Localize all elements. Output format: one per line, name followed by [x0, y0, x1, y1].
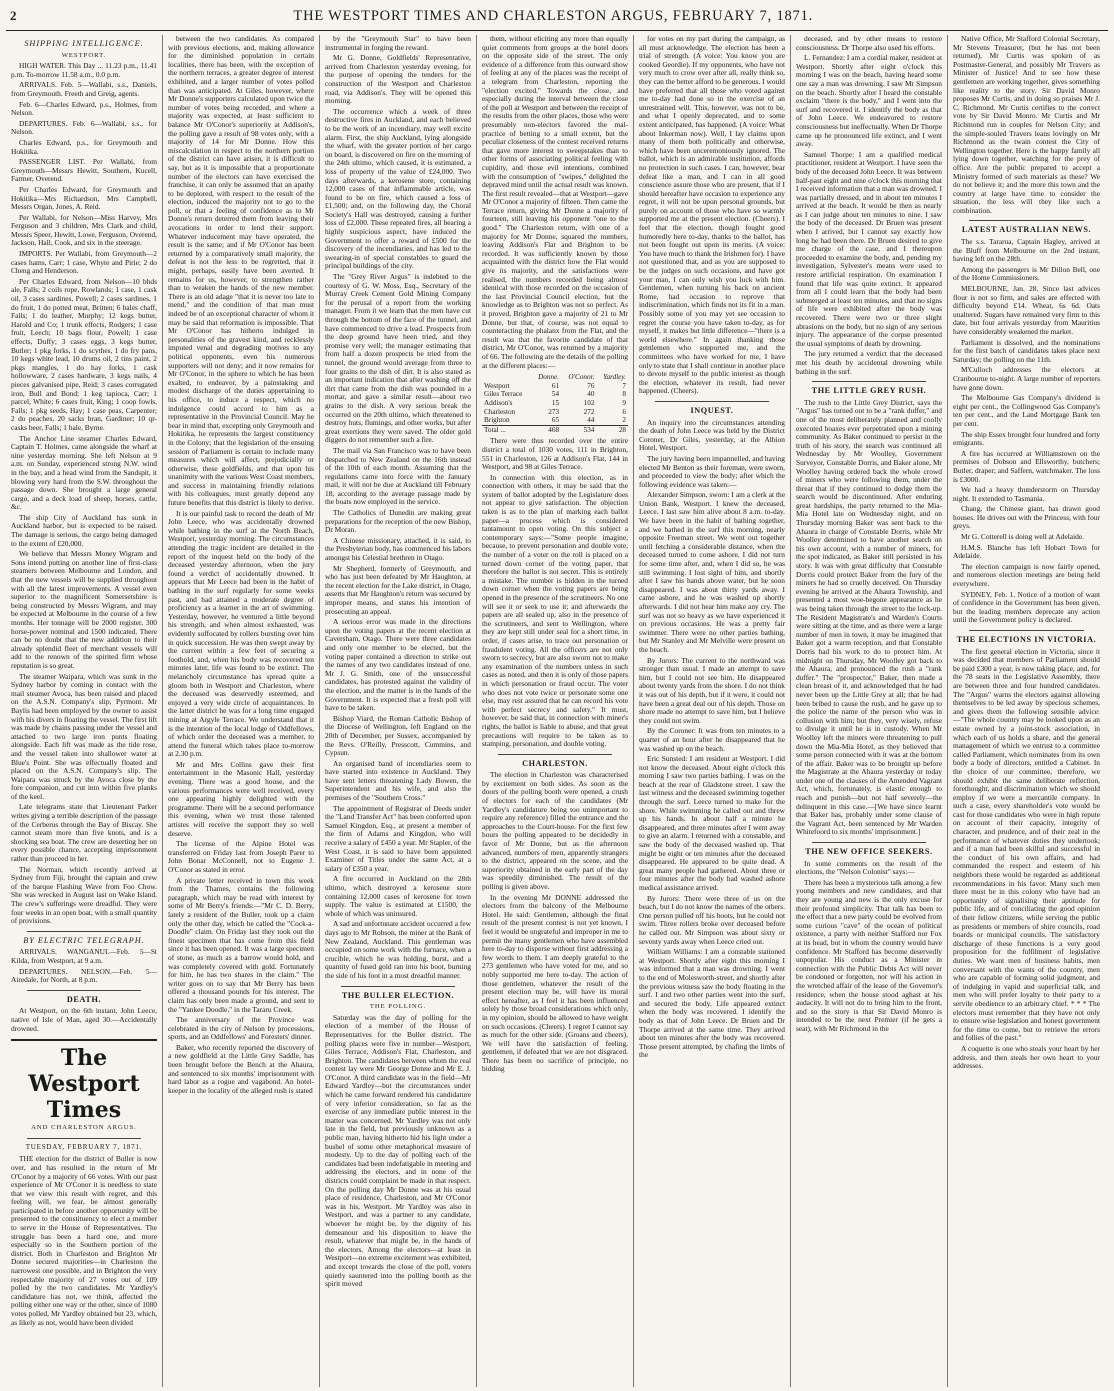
paragraph: A Chinese missionary, attached, it is said, to the Presbyterian body, has commenced his labors amongst his Celestial brethren in Otago. — [325, 535, 471, 563]
table-cell: 9 — [622, 398, 626, 407]
paragraph: In the evening Mr DONNE addressed the electors from the balcony of the Melbourne Hotel. He said: Gentlemen, although the final result of the present contest is not yet known, I feel it would be ungrateful and improper in me to permit the many gentlemen who have assembled here to-day to disperse without first addressing a few words to them. I am deeply grateful to the 273 gentlemen who have voted for me, and so nobly supported me here to-day. The action of those gentlemen, whatever the result of the present election may be, will have its moral effect hereafter, as I feel it has been influenced solely by those broad considerations which only, in my opinion, should be allowed to have weight on such occasions. (Cheers). I regret I cannot say as much for the other side. (Groans and cheers). We will have the satisfaction of feeling, gentlemen, if defeated that we are not disgraced. There has been no sacrifice of principle, no bidding — [482, 892, 628, 1074]
paragraph: The Anchor Line steamer Charles Edward, Captain T. Holmes, came alongside the wharf at nine yesterday morning. She left Nelson at 9 a.m. on Sunday, experienced strong N.W. wind in the bay, and a head wind from the Sandspit, it blowing very hard from the S.W. throughout the passage down. She brought a large general cargo, and a deck load of sheep, horses, cattle, &c. — [11, 433, 157, 512]
masthead-title: THE WESTPORT TIMES AND CHARLESTON ARGUS, FEBRUARY 7, 1871. — [293, 8, 814, 24]
paragraph: A private letter received in town this week from the Thames, contains the following paragraph, which may be read with interest by some of Mr Berry's friends:—"Mr C. D. Berry, lately a resident of the Buller, took up a claim only the other day, which he called the "Cock-a-Doodle" claim. On Friday last they took out the finest specimen that has come from this field since it has been opened. It was a large specimen of stone, as much as a barrow would hold, and was completely covered with gold. Fortunately for him, he has two shares in the claim." The writer goes on to say that Mr Berry has been offered a thousand pounds for his interest. The claim has only been made a ground, and sent to the "Yankee Doodle," in the Tararu Creek. — [168, 875, 314, 1014]
page-number: 2 — [10, 8, 17, 23]
paragraph: The appointment of Registrar of Deeds under the "Land Transfer Act" has been conferred upon Samuel Kingdon, Esq., at present a member of the firm of Adams and Kingdon, who will receive a salary of £450 a year. Mr Stapler, of the West Coast, it is said to have been appointed Examiner of Titles under the same Act, at a salary of £350 a year. — [325, 803, 471, 873]
paragraph: The occurrence which a week of three destructive fires in Auckland, and each believed to be the work of an incendiary, may well excite alarm. First, the ship Auckland, lying alongside the wharf, with the greater portion of her cargo on board, is discovered on fire on the morning of the 24th ultimo, which caused, it is estimated, a loss of property of the value of £24,000. Two days afterwards, a kerosene store, containing 12,000 cases of that inflammable article, was found to be on fire, which caused a loss of £1,500; and, on the following day, the Choral Society's Hall was destroyed, causing a further loss of £2,000. These repeated fires, all bearing a highly suspicious aspect, have induced the Government to offer a reward of £500 for the discovery of the incendiaries, and has led to the swearing-in of special constables to guard the principal buildings of the city. — [325, 106, 471, 271]
table-cell: 65 — [551, 416, 560, 425]
table-cell: 15 — [551, 398, 560, 407]
leader-body — [11, 1155, 157, 1327]
paragraph: Per Charles Edward, from Nelson—10 bhds ale, Falls; 2 coils rope, Rowlands; 1 case, 1 cask oil, 3 cases sardines, Powell; 2 cases sardines, 1 do fruit, 1 do potted meat, Britten; 6 bales chaff, Falls; 1 do leather, Murphy; 12 kegs butter, Harold and Co; 1 trunk effects, Rodgers; 1 case fruit, Leech; 10 bags flour, Powell; 1 case effects, Duffy; 3 cases eggs, 3 kegs butter, Butler; 1 pkg forks, 1 do scythes, 1 do fry pans, 10 kegs white lead, 10 drums oil, 2 tins paint, 2 pkgs mangles, 1 do hay forks, 1 cask hollowware, 2 cases hardware, 3 kegs nails, 4 pieces galvanised pipe, Reid; 3 cases corrugated iron, Bull and Bond; 1 keg tapioca, Carr; 1 parcel, White; 6 cases fruit, King; 1 coop fowls, Falls; 1 pkg seeds, Hay; 1 case peas, Carpenter; 2 do peaches, 20 sacks bran, Gardiner; 10 qr-casks beer, Falls; 1 bale, Byrne. — [11, 276, 157, 432]
nameplate-rule — [11, 1039, 157, 1041]
table-row — [482, 390, 628, 399]
paragraph: By Jurors: The current to the northward was stronger than usual. I made an attempt to save him, but I could not see him. He disappeared about twenty yards from the shore. I do not think it was out of his depth, but if it were, it could not have been a great deal out of his depth. Those on shore made no attempt to save him, but I believe they could not swim. — [639, 655, 785, 725]
table-row — [482, 399, 628, 408]
table-cell: 40 — [587, 390, 595, 399]
section-rule — [969, 220, 1084, 221]
buller-election-body — [325, 1014, 471, 1289]
table-cell: 8 — [622, 390, 626, 399]
death-heading: DEATH. — [66, 994, 102, 1004]
paragraph: There were thus recorded over the entire district a total of 1030 votes, 111 in Brighton, 551 in Charleston, 126 at Addison's Flat, 144 in Westport, and 98 at Giles Terrace. — [482, 436, 628, 472]
table-cell: 534 — [561, 425, 596, 434]
paragraph: In some comments on the result of the elections, the "Nelson Colonist" says:— — [796, 858, 942, 877]
little-grey-rush-body — [796, 399, 942, 837]
section-rule — [812, 842, 926, 843]
paragraph: Parliament is dissolved, and the nominations for the first batch of candidates takes place next Saturday; the polling on the 11th. — [953, 337, 1100, 364]
paragraph: ARRIVALS. WANGANUI.—Feb. 5—St Kilda, from Westport, at 9 a.m. — [11, 947, 157, 965]
paragraph: The license of the Alpine Hotel was transferred on Friday last from Joseph Parer to John Bonar McConnell, not to Eugene J. O'Conor as stated in error. — [168, 839, 314, 874]
section-rule — [27, 931, 141, 932]
paragraph: Per Wallabi, for Nelson—Miss Harvey, Mrs Ferguson and 3 children, Mrs Clark and child, Messrs Speer, Hewitt, Lowe, Ferguson, Overend, Jackson, Hall, Cook, and six in the steerage. — [11, 212, 157, 248]
paragraph: Samuel Thorpe: I am a qualified medical practitioner, resident at Westport. I have seen the body of the deceased John Leece. It was between half-past eight and nine o'clock this morning that I received information that a man was drowned. I was partially dressed, and in about ten minutes I arrived at the beach. It would be then as nearly as I can judge about ten minutes to nine. I saw the body of the deceased. Dr Bruen was present when I arrived, but I cannot say exactly how long he had been there. Dr Bruen desired to give me charge of the case, and I thereupon proceeded to examine the body, and, pending my investigation, Sylvester's means were used to restore artificial respiration. On examination I found that life was quite extinct. It appeared from all I could learn that the body had been submerged at least ten minutes, and that no signs of life were exhibited after the body was recovered. There were two or three slight abrasions on the body, but no sign of any serious injury. The appearance of the corpse presented the usual symptoms of death by drowning. — [796, 149, 942, 348]
paragraph: The jury having been impannelled, and having elected Mr Benton as their foreman, were sworn, and proceeded to view the body; after which the following evidence was taken:— — [639, 453, 785, 489]
section-rule — [341, 986, 455, 987]
table-cell: 61 — [551, 381, 560, 390]
new-office-seekers-body — [796, 860, 942, 1034]
polling-subheading: THE POLLING. — [369, 1003, 427, 1011]
paragraph: The ship Essex brought four hundred and forty emigrants. — [953, 429, 1100, 448]
table-cell: 272 — [583, 407, 595, 416]
paragraph: By Jurors: There were three of us on the beach, but I do not know the names of the others. One person pulled off his boots, but he could not swim. Three rollers broke over deceased before he called out. Mr Simpson was about sixty or seventy yards away when Leece cried out. — [639, 893, 785, 946]
elections-victoria-body — [953, 648, 1100, 1071]
paragraph: by the "Greymouth Star" to have been instrumental in forging the reward. — [325, 35, 471, 52]
elections-victoria-heading: THE ELECTIONS IN VICTORIA. — [956, 635, 1097, 644]
paragraph: An organised band of incendiaries seem to have started into existence in Auckland. They have sent letters threatening Lady Bowen, the Superintendent and his wife, and also the premises of the "Southern Cross." — [325, 758, 471, 803]
telegraph-heading: BY ELECTRIC TELEGRAPH. — [23, 935, 145, 945]
column-5 — [634, 35, 791, 1387]
paragraph: IMPORTS. Per Wallabi, from Greymouth—2 cases hams, Carr; 1 case, Whyte and Pirie; 2 do Cheng and Henderson. — [11, 249, 157, 276]
shipping-body — [11, 62, 157, 926]
paragraph: The Norman, which recently arrived at Sydney from Fiji, brought the captain and crew of the barque Flashing Wave from Foo Chow. She was wrecked in August last on Wake Island. The crew's sufferings were dreadful. They were four weeks in an open boat, with a small quantity of provisions. — [11, 864, 157, 926]
column-5-body — [639, 35, 785, 396]
new-office-seekers-heading: THE NEW OFFICE SEEKERS. — [805, 847, 933, 857]
paragraph: H.M.S. Blanche has left Hobart Town for Adelaide. — [953, 542, 1100, 561]
table-total-row — [482, 425, 628, 434]
table-cell: 273 — [548, 407, 560, 416]
column-6-body — [796, 35, 942, 376]
table-row — [482, 416, 628, 425]
paragraph: The mail via San Francisco was to have been despatched to New Zealand on the 16th instead of the 10th of each month. Assuming that the regulations came into force with the January mail, it will not be due at Auckland till February 18, according to the average passage made by the boats now employed in the service. — [325, 445, 471, 507]
paragraph: William Williams: I am a constable stationed at Westport. Shortly after eight this morning I was informed that a man was drowning. I went to the end of Molesworth-street, and shortly after the previous witness saw the body floating in the surf. I and two other parties went into the surf, and secured the body. Life appeared extinct when the body was recovered. I identify the body as that of John Leece. Dr Bruen and Dr Thorpe arrived at the same time. They arrived about ten minutes after the body was recovered. Those present attempted, by chafing the limbs of the — [639, 947, 785, 1060]
table-header-cell: O'Conor. — [568, 373, 595, 382]
australian-news-heading: LATEST AUSTRALIAN NEWS. — [961, 225, 1092, 235]
masthead — [6, 8, 1108, 31]
column-7 — [948, 35, 1105, 1387]
paragraph: Bishop Viard, the Roman Catholic Bishop of the Diocese of Wellington, left England on the 20th of December, per Sussex, accompanied by the Revs. O'Reilly, Presscott, Cummins, and Cypsun. — [325, 713, 471, 758]
paragraph: It is our painful task to record the death of Mr John Leece, who was accidentally drowned while bathing in the surf at the North Beach, Westport, yesterday morning. The circumstances attending the tragic incident are detailed in the report of the inquest held on the body of the deceased yesterday afternoon, when the jury found a verdict of accidentally drowned. It appears that Mr Leece had been in the habit of bathing in the surf regularly for some weeks past, and had attained a moderate degree of proficiency as a learner in the art of swimming. Yesterday, however, he ventured a little beyond his strength, and when almost exhausted, was evidently suffocated by rollers bursting over him in quick succession. He was then swept away by the current within a few feet of securing a foothold, and, when his body was recovered ten minutes later, life was found to be extinct. The melancholy circumstance has spread quite a gloom both in Westport and Charleston, where the deceased was deservedly esteemed, and enjoyed a very wide circle of acquaintances. In the latter district he was for a long time engaged mining at Argyle Terrace. We understand that it is the intention of the local lodge of Oddfellows, of which order the deceased was a member, to attend the funeral which takes place to-morrow at 2.30 p.m. — [168, 508, 314, 759]
paragraph: DEPARTURES. NELSON.—Feb. 5—Airedale, for North, at 8 p.m. — [11, 966, 157, 985]
paragraph: A fire has occurred at Williamstown on the premises of Dobson and Ellsworthy, butchers; Butler, draper; and Saffern, watchmaker. The loss is £3000. — [953, 448, 1100, 484]
table-cell: Westport — [484, 381, 510, 390]
table-cell: 76 — [587, 381, 595, 390]
column-1 — [6, 35, 163, 1387]
paragraph: for votes on my part during the campaign, as all must acknowledge. The election has been a trial of strength. (A voice: You know you are cooked Geordie). If my opponents, who have not very much to crow over after all, really think so, they can the better afford to be generous. I would have preferred that all those who voted against me to-day had done so in the exercise of an unrestrained will. This, however, was not to be, and what I openly deprecated, and to some extent anticipated, has happened. (A voice: What about Inkerman now). Well, I lay claims upon many of them both politically and otherwise, which have been unceremoniously ignored. The ballot, which is an admirable institution, affords no protection in such cases. I can, however, bear defeat like a man, and I can in all good conscience assure those who are present, that if I should hereafter have occasion to experience any regret, it will not be upon personal grounds, but purely on account of those who have so warmly supported me at the present election. (Cheers). I feel that the election, though fought good humoredly here to-day, thanks to the ballot, has not been fought out upon its merits. (A voice: You have much to thank the Irishmen for). I have not questioned that, and as you are supposed to be the judges on such occasions, and have got your man, I can only wish you luck with him. Gentlemen, when turning his back on ancient Rome, had occasion to reprove that indiscrimination, which finds not its fit in a man. Possibly some of you may yet see occasion to regret the course you have taken to-day, as for myself, it makes but little difference—"there is a world elsewhere." In again thanking those gentlemen who supported me, and the committees who have worked for me, I have only to state that I shall continue in another place to devote myself to the public interest as though the election, whatever its result, had never happened. (Cheers). — [639, 35, 785, 396]
section-rule — [812, 381, 926, 382]
paragraph: In connection with this election, as in connection with others, it may be said that the system of ballot adopted by the Legislature does not appear to give satisfaction. The objection taken is as to the plan of marking each ballot paper—a process which is considered tantamount to open voting. On this subject a contemporary says:—"Some people imagine, because, to prevent personation and double vote, the number of a voter on the roll is placed on a turned down corner of the voting paper, that therefore the ballot is not secret. This is entirely a mistake. The number is hidden in the turned down corner when the voting papers are being opened in the presence of the scrutineers. No one will see it or seek to use it; and afterwards the papers are all sealed up, also in the presence of the scrutineers, and sent to Wellington, where they are kept still under seal for a short time, in order, if cases arise, to trace out personation or fraudulent voting. All the officers are not only sworn to secrecy, but are also sworn not to make any examination of the numbers unless in such cases as noted, and then it is only of those papers in which personation or fraud occur. The voter who does not vote twice or personate some one else, may rest assured that he can record his vote with perfect secrecy and safety." It must, however, be said that, in connection with miner's rights, the ballot is liable to abuse, and that great precautions will require to be taken as to stamping, personation, and double voting. — [482, 472, 628, 749]
table-cell: Addison's — [484, 398, 513, 407]
column-7-body — [953, 35, 1100, 215]
paragraph: Charles Edward, p.s., for Greymouth and Hokitika. — [11, 137, 157, 156]
polling-results-table — [482, 373, 628, 434]
paragraph: Chang, the Chinese giant, has drawn good houses. He drives out with the Princess, with four greys. — [953, 504, 1100, 531]
buller-election-heading: THE BULLER ELECTION. — [341, 990, 455, 1000]
paragraph: Feb. 6—Charles Edward, p.s., Holmes, from Nelson. — [11, 99, 157, 118]
section-rule — [969, 630, 1084, 631]
paragraph: A sad and unfortunate accident occurred a few days ago to Mr Robson, the miner at the Bank of New Zealand, Auckland. This gentleman was occupied on some work with the furnace, when a crucible, which he was holding, burst, and a quantity of fused gold ran into his boot, burning the side of his foot in a most dreadful manner. — [325, 919, 471, 980]
paragraph: The election in Charleston was characterised by excitement on both sides. As soon as the doors of the polling booth were opened, a crush of electors for each of the candidates (Mr Yardley's candidature being too unimportant to require any reference) filled the entrance and the approaches to the Court-house. For the first few hours the polling appeared to be decidedly in favor of Mr Donne, but as the afternoon advanced, numbers of men, apparently strangers to the district, appeared on the scene, and the superiority obtained in the early part of the day was speedily diminished. The result of the polling is given above. — [482, 770, 628, 891]
section-rule — [498, 754, 612, 755]
paragraph: The jury returned a verdict that the deceased met his death by accidental drowning while bathing in the surf. — [796, 349, 942, 376]
paragraph: Late telegrams state that Lieutenant Parker writes giving a terrible description of the passage of the Cerberus through the Bay of Biscay. She cannot steam more than five knots, and is a shocking sea boat. The crew are deserting her on every possible chance, accepting imprisonment rather than proceed in her. — [11, 802, 157, 864]
paragraph: At Westport, on the 6th instant, John Leece, native of Isle of Man, aged 30.—Accidentally drowned. — [11, 1006, 157, 1033]
shipping-subheading: WESTPORT. — [61, 51, 107, 59]
paragraph: We believe that Messrs Money Wigram and Sons intend putting on another line of first-class steamers between Melbourne and London, and that the new vessels will be supplied throughout with all the latest improvements. A vessel even superior to the magnificent Somersetshire is being constructed by Messrs Wigram, and may be expected at Melbourne in the course of a few months. Her tonnage will be 2000 register, 300 horse-power nominal and 1500 indicated. There can be no doubt that the new addition to their already splendid fleet of merchant vessels will add to the renown of the spirited firm whose reputation is so great. — [11, 549, 157, 670]
table-header-cell — [482, 373, 532, 382]
table-cell: 2 — [622, 416, 626, 425]
table-row — [482, 408, 628, 417]
table-cell: Brighton — [484, 416, 510, 425]
paragraph: The "Grey River Argus" is indebted to the courtesy of G. W. Moss, Esq., Secretary of the Murray Creek Cement Gold Mining Company for the perusal of a report from the working manager. From it we learn that the men have cut through the bottom of the face of the tunnel, and have commenced to drive a lead. Prospects from the deep ground have been tried, and they promise very well; the manager estimating that from half a dozen prospects he tried from the tunnel, the ground would average from three to four grains to the dish of dirt. It is also stated as an important indication that after washing off the dirt that came from the dish was pounded in a mortar, and gave a similar result—about two grains to the dish. A very serious break the occurred on the 20th ultimo, which threatened to destroy huts, flumings, and other works, but after great exertions they were saved. The older gold diggers do not remember such a fire. — [325, 272, 471, 445]
section-rule — [27, 1138, 141, 1139]
charleston-body — [482, 771, 628, 1074]
paragraph: The election campaign is now fairly opened, and numerous election meetings are being held everywhere. — [953, 561, 1100, 589]
paragraph: The steamer Waipara, which was sunk in the Sydney harbor by coming in contact with the mail steamer Avoca, has been raised and placed on the A.S.N. Company's slip, Pyrmont. Mr Baylis had been employed by the owner to assist with his divers in floating the vessel. The first lift was made by chains passing under the vessel and attached to two large iron punts floating alongside. Each lift was made as the tide rose, and the vessel taken into shallower water at Blue's Point. She was effectually floated and placed on the A.S.N. Company's slip. The Waipara was struck by the Avoca close by the fore companion, and cut into within five planks of the keel. — [11, 671, 158, 801]
paragraph: The ship City of Auckland has sunk in Auckland harbor, but is expected to be raised. The damage is serious, the cargo being damaged to the extent of £20,000. — [11, 512, 157, 548]
columns — [6, 35, 1108, 1387]
paragraph: Eric Sunsted: I am resident at Westport. I did not know the deceased. About eight o'clock this morning I saw two parties bathing. I was on the beach at the rear of Gladstone street. I saw the last witness and the deceased swimming together through the surf. Leece turned to make for the shore. While swimming he called out and threw up his hands. In about half a minute he disappeared, and three minutes after I went away to give an alarm. I returned with a constable, and saw the body of the deceased washed up. That might be eight or ten minutes after the deceased disappeared. He appeared to be quite dead. A great many people had gathered. About three or four minutes after the body had washed ashore medical assistance arrived. — [639, 754, 785, 892]
column-3-body — [325, 35, 471, 981]
paragraph: Alexander Simpson, sworn: I am a clerk at the Union Bank, Westport. I knew the deceased, Leece. I last saw him alive about 8 a.m. to-day. We have been in the habit of bathing together, and we bathed in the surf this morning, nearly opposite Freeman street. We went out together until fetching a considerable distance, when the deceased turned to come ashore. I did not turn for some time after, and, when I did so, he was still swimming. I lost sight of him, and shortly after I saw his hands above water, but he soon disappeared. I was about thirty yards away. I came ashore, and he was washed up shortly afterwards. I did not hear him make any cry. The surf was not so heavy as we have experienced it on previous occasions. He was a pretty fair swimmer. There were no other parties bathing, but Mr Stanley and Mr Melville were present on the beach. — [639, 490, 785, 654]
table-cell: 102 — [583, 398, 595, 407]
telegraph-body — [11, 948, 157, 984]
section-rule — [27, 990, 141, 991]
paragraph: An inquiry into the circumstances attending the death of John Leece was held by the District Coroner, Dr Giles, yesterday, at the Albion Hotel, Westport. — [639, 417, 785, 453]
table-cell: 28 — [596, 425, 628, 434]
australian-news-body — [953, 238, 1100, 625]
table-cell: Giles Terrace — [484, 390, 523, 399]
table-cell: 7 — [622, 381, 626, 390]
paragraph: THE election for the district of Buller is now over, and has resulted in the return of Mr O'Conor by a majority of 66 votes. With our past experience of Mr O'Conor it is needless to state that we view this result with regret, and this feeling will, we fear, be almost generally participated in before another opportunity will be presented to the constituency to elect a member to serve in the House of Representatives. The struggle has been a hard one, and more especially so in the Southern portion of the district. Both in Charleston and Brighton Mr Donne secured majorities—in Charleston the narrowest one possible, and in Brighton the very respectable majority of 27 votes out of 109 polled by the two candidates. Mr Yardley's candidature has not, we think, affected the polling either one way or the other, since of 1080 votes polled, Mr Yardley obtained but 23, which, as likely as not, would have been divided — [11, 1154, 157, 1327]
column-4-body — [482, 35, 628, 370]
paragraph: HIGH WATER. This Day ... 11.23 p.m., 11.41 p.m. To-morrow 11.58 a.m., 0.0 p.m. — [11, 61, 157, 79]
paragraph: Mr G. Donne, Goldfields' Representative, arrived from Charleston yesterday evening, for the purpose of opening the tenders for the construction of the Westport and Charleston road, via Addison's. They will be opened this morning. — [325, 53, 471, 106]
paragraph: A serious error was made in the directions upon the voting papers at the recent election at Caversham, Otago. There were three candidates and only one member to be elected, but the voting paper contained a direction to strike out the names of any two candidates instead of one. Mr J. G. Smith, one of the unsuccessful candidates, has protested against the validity of the election, and the matter is in the hands of the Government. It is expected that a fresh poll will have to be taken. — [325, 617, 471, 713]
paragraph: The first general election in Victoria, since it was decided that members of Parliament should be paid £300 a year, is now taking place, and, for the 78 seats in the Legislative Assembly, there are between three and four hundred candidates. The "Argus" warns the electors against allowing themselves to be led away by specious schemes, and gives them the following sensible advice:—"The whole country may be looked upon as an estate owned by a joint-stock association, in which each of us holds a share, and the general management of which we entrust to a committee called Parliament, which nominates from its own body a body of directors, entitled a Cabinet. In the choice of our committee, therefore, we should exhibit the same deliberate reflection, forethought, and discrimination which we should employ if we were a mercantile company. In such a case, every shareholder's vote would be cast for those candidates who were in high repute on account of their capacity, integrity of character, and prudence, and of their zeal in the performance of whatever duties they undertook; and if a man had been skilful and successful in the conduct of his own affairs, and had commanded the respect and esteem of his neighbors these would be regarded as additional recommendations in his favor. Many such men there must be in this colony who have had an opportunity of signalising their aptitude for public life, and of conciliating the good opinion of their fellow citizens, while serving the public as presidents or members of shire councils, road boards or municipal councils. The satisfactory discharge of these functions is a very good proposition for the fulfilment of legislative duties. We want men of business habits, men conversant with the wants of the country, men who are capable of forming solid judgment, and of indulging in vapid and superficial talk, and men who will prefer loyalty to their party to a servile obedience to an arbitrary chief. * * * The electors must remember that they have not only to ensure wise legislation and honest government for the time to come, but to retrieve the errors and follies of the past." — [953, 646, 1100, 1043]
column-2 — [163, 35, 320, 1387]
paragraph: Per Charles Edward, for Greymouth and Hokitika—Mrs Richardson, Mrs Campbell, Messrs Organ, Jones, A. Reid. — [11, 184, 157, 212]
table-header-cell: Yardley. — [603, 373, 626, 382]
table-cell: 54 — [551, 390, 560, 399]
paragraph: We had a heavy thunderstorm on Thursday night. It extended to Tasmania. — [953, 485, 1100, 503]
paragraph: Mr G. Cotterell is doing well at Adelaide. — [961, 532, 1084, 542]
paragraph: The Catholics of Dunedin are making great preparations for the reception of the new Bishop, Dr Moran. — [325, 508, 471, 535]
paragraph: The s.s. Tararua, Captain Hagley, arrived at the Bluff from Melbourne on the 2nd instant, having left on the 28th. — [953, 237, 1100, 264]
paragraph: L. Fernandez: I am a cordial maker, resident at Westport. Shortly after eight o'clock this morning I was on the beach, having heard some one say a man was drowning. I saw Mr Simpson on the beach. Shortly after I heard the constable exclaim "there is the body," and I went into the surf and recovered it. I identify the body as that of John Leece. We endeavored to restore consciousness but ineffectually. When Dr Thorpe came up he pronounced life extinct, and I went away. — [796, 53, 943, 149]
table-cell: Total ... — [482, 425, 532, 434]
paragraph: The anniversary of the Province was celebrated in the city of Nelson by processions, sports, and an Oddfellows' and Foresters' dinner. — [168, 1015, 314, 1042]
paragraph: Mr Shepherd, formerly of Greymouth, and who has just been defeated by Mr Haughton, at the recent election for the Lake district, in Otago, asserts that Mr Haughton's return was secured by improper means, and states his intention of prosecuting an appeal. — [325, 563, 471, 616]
section-rule — [655, 401, 769, 402]
inquest-body — [639, 419, 785, 1060]
shipping-heading: SHIPPING INTELLIGENCE. — [24, 39, 144, 48]
paragraph: Among the passengers is Mr Dillon Bell, one of the Home Commissioners. — [953, 264, 1100, 283]
paragraph: them, without eliciting any more than equally quiet comments from groups at the hotel doors on the opposite side of the street. The only evidence of a difference from this outward show of feeling at any of the places was the receipt of a telegram from Charleston, reporting the "election excited." Towards the close, and especially during the interval between the close of the poll at Westport and between the receipt of the results from the other places, those who were presumably non-electors favored the mal-practice of betting to a small extent, but the peculiar closeness of the contest received returns that gave more interest to sweepstakes than to other forms of associating political feeling with cupidity, and those evil intentions, combined with the consumption of "swipes," delighted the depraved mind until the actual result was known. The first result revealed—that at Westport—gave Mr O'Conor a majority of fifteen. Then came the Terrace return, giving Mr Donne a majority of fourteen, still leaving his opponent "one to the good." The Charleston return, with one of a majority for Mr Donne, squared the numbers, leaving Addison's Flat and Brighton to be recorded. It was sufficiently known by those acquainted with the district how the Flat would give its majority, and the satisfactions were realised, the numbers recorded being almost identical with those recorded on the occasion of the last Provincial Council election, but the knowledge as to Brighton was not so perfect. As it proved, Brighton gave a majority of 21 to Mr Donne, but that, of course, was not equal to counteracting the phalanx from the Flat, and the result was that the favorite candidate of that district, Mr O'Conor, was returned by a majority of 66. The following are the details of the polling at the different places:— — [482, 35, 628, 370]
paragraph: Baker, who recently reported the discovery of a new goldfield at the Little Grey Saddle, has been brought before the Bench at the Ahaura, and sentenced to six months' imprisonment with hard labor as a rogue and vagabond. An hotel-keeper in the locality of the alleged rush is stated — [168, 1042, 314, 1095]
table-cell: 468 — [532, 425, 561, 434]
column-3 — [320, 35, 477, 1387]
table-cell: 44 — [587, 416, 595, 425]
paragraph: A fire occurred in Auckland on the 28th ultimo, which destroyed a kerosene store containing 12,000 cases of kerosene for town supply. The value is estimated at £1500, the whole of which was uninsured. — [325, 874, 471, 918]
paragraph: PASSENGER LIST. Per Wallabi, from Greymouth—Messrs Hewitt, Southern, Kucell, Farmer, Overend. — [11, 157, 157, 184]
paragraph: A coquette is one who steals your heart by her address, and then steals her own heart to your addresses. — [953, 1043, 1100, 1071]
paragraph: Saturday was the day of polling for the election of a member of the House of Representatives for the Buller district. The polling places were five in number—Westport, Giles Terrace, Addison's Flat, Charleston, and Brighton. The candidates between whom the real contest lay were Mr George Donne and Mr E. J. O'Conor. A third candidate was in the field—Mr Edward Yardley—but the circumstances under which he came forward rendered his candidature of very inferior consideration, so far as the exercise of any immediate public interest in the matter was concerned. Mr Yardley was not only late in the field, but previously unknown as a public man, having hitherto hid his light under a bushel of some other metaphorical measure of modesty. Up to the day of polling each of the candidates had been indefatigable in meeting and addressing the electors, and in none of the districts could complaint be made in that respect. On the polling day Mr Donne was at his usual place of residence, Charleston, and Mr O'Conor was in his, Westport. Mr Yardley was also in Westport, and was a partner to any candidate, whoever he might be, by the dignity of his demeanour and his disposition to leave the result, whatever that might be, in the hands of the electors. Among the electors—at least in Westport—no extreme excitement was exhibited, and except towards the close of the poll, voters quietly sauntered into the polling booth as the spirit moved — [325, 1012, 471, 1289]
paragraph: deceased, and by other means to restore consciousness. Dr Thorpe also used his efforts. — [796, 35, 942, 52]
table-header-cell: Donne. — [538, 373, 560, 382]
paragraph: SYDNEY, Feb. 1. Notice of a motion of want of confidence in the Government has been given, but the leading members deprecate any action until the Government policy is declared. — [953, 589, 1100, 625]
nameplate: The Westport Times — [28, 1045, 140, 1124]
paragraph: By the Coroner: It was from ten minutes to a quarter of an hour after he disappeared that he was washed up on the beach. — [639, 726, 785, 753]
column-4-body-continued — [482, 437, 628, 748]
table-cell: 6 — [622, 407, 626, 416]
paragraph: ARRIVALS. Feb. 5—Wallabi, s.s., Daniels, from Greymouth. Freeth and Greig, agents. — [11, 80, 157, 98]
little-grey-rush-heading: THE LITTLE GREY RUSH. — [811, 386, 927, 396]
paragraph: Native Office, Mr Stafford Colonial Secretary, Mr Stevens Treasurer, (but he has not been returned), Mr Curtis was spoken of as Postmaster-General, and possibly Mr Travers as Minister of Justice! And to see how these gentlemen are working together, gives something like reality to the story. Sir David Monro proposes Mr Curtis, and in doing so praises Mr J. C. Richmond. Mr Curtis certifies to the correct vote by Sir David Monro. Mr Curtis and Mr Richmond run in couples for Nelson City; and the simple-souled Travers leans lovingly on Mr Richmond as the twain contest the City of Wellington together. Here is the happy family all lying down together, watching for the prey of office. Are the public prepared to accept a Ministry formed of such materials as these? We do not believe it; and the more this town and the country at large have time to consider the situation, the less will they like such a combination. — [953, 35, 1100, 215]
paragraph: between the two candidates. As compared with previous elections, and, making allowance for the diminished population in certain localities, there has been, with the exception of the northern terraces, a greater degree of interest exhibited, and a larger number of votes polled than was anticipated. At Giles, however, where Mr Donne's supporters calculated upon twice the number of votes being recorded, and where a majority was expected, at least sufficient to balance Mr O'Conor's superiority at Addison's, the polling gave a result of 98 votes only, with a majority of 14 for Mr Donne. How this miscalculation in respect to the northern portion of the district can have arisen, it is difficult to say, but as it is impossible that a proportionate number of the electors can have exercised the franchise, it can only be assumed that an apathy to be deplored, with respect to the result of the election, induced the majority not to go to the poll, or that a feeling of confidence as to Mr Donne's return deterred them from leaving their avocations in order to lend their support. Whatever inducement may have operated, the result is the same; and if Mr O'Conor has been returned by a comparatively small majority, the defeat is not the less to be regretted, that it might, perhaps, easily have been averted. It remains for us, however, to strengthen rather than to weaken the hands of the new member. There is an old adage "that it is never too late to mend," and the condition of that man must indeed be of an exceptional character of whom it may be said that reformation is impossible. That Mr O'Conor has hitherto indulged in personalities of the gravest kind, and recklessly imputed venal and degrading motives to any political opponents, even his numerous supporters will not deny; and it now remains for Mr O'Conor, in the sphere to which he has been exalted, to endeavor, by a painstaking and modest discharge of the duties appertaining to his office, to induce a respect, which no indulgence could accord to him as a representative in the Provincial Council. May he bear in mind that, excepting only Greymouth and Hokitika, he represents the largest constituency in the Colony; that the legislation of the ensuing session of Parliament is certain to include many measures which will affect, prejudicially or otherwise, these goldfields, and that upon his unanimity with the various West Coast members, and success in maintaining friendly relations with his colleagues, must greatly depend any future benefits that this district is likely to derive. — [168, 35, 314, 508]
paragraph: The rush to the Little Grey District, says the "Argus" has turned out to be a "rank duffer," and one of the most deliberately planned and coolly executed hoaxes ever perpetrated upon a mining community. As Baker continued to persist in the truth of his story, the search was continued all Wednesday by Mr Woolley, Government Surveyor, Constable Dorris, and Baker alone, Mr Woolley having ordered back the whole crowd of miners who were following them, under the threat that if they continued to dodge them the search would be discontinued. After enduring great hardships, the party returned to the Mia-Mia Hotel late on Wednesday night, and on Thursday morning Baker was sent back to the Ahaura in charge of Constable Dorris, while Mr Woolley determined to have another search on his own account, with a number of miners, for the spot indicated, as Baker still persisted in his story. It was with great difficulty that Constable Dorris could protect Baker from the fury of the miners he had so cruelly deceived. On Thursday evening he arrived at the Ahaura Township, and presented a most woe-begone appearance as he was being taken through the street to the lock-up. The Resident Magistrate's and Warden's Courts were sitting at the time, and as there were a large number of men in town, it may be imagined that Baker got a warm reception, and that Constable Dorris had his work to do to protect him. At midnight on Thursday, Mr Woolley got back to the Ahaura, and pronounced the rush a "rank duffer." The "prospector," Baker, then made a clean breast of it, and acknowledged that he had never been up the Little Grey at all; that he had been bribed to cause the rush, and he gave up to the police the name of the person who was in collusion with him; but they, very wisely, refuse to divulge it until he is in custody. When Mr Woolley left the miners were threatening to pull down the Mia-Mia Hotel, as they believed that some person connected with it was at the bottom of the affair. Baker was to be brought up before the Magistrate at the Ahaura yesterday or today under one of the clauses of the Amended Vagrant Act, which, fortunately, is elastic enough to reach and punish—but not half severely—the delinquent in this case.—[We have since learnt that Baker has, probably under some clause of the Vagrant Act, been sentenced by Mr Warden Whitefoord to six months' imprisonment.] — [796, 397, 942, 837]
paragraph: Mr and Mrs Collins gave their first entertainment in the Masonic Hall, yesterday evening. There was a good house, and the various performances were well received, every one appearing highly delighted with the programme. There will be a second performance this evening, when we trust those talented artistes will receive the support they so well deserve. — [168, 759, 314, 838]
dateline: TUESDAY, FEBRUARY 7, 1871. — [25, 1142, 143, 1151]
table-cell: Charleston — [484, 407, 516, 416]
paragraph: M'Culloch addresses the electors at Cranbourne to-night. A large number of reporters have gone down. — [953, 365, 1100, 392]
column-6 — [791, 35, 948, 1387]
paragraph: The Melbourne Gas Company's dividend is eight per cent., the Collingwood Gas Company's ten per cent., and the Land Mortgage Bank ten per cent. — [953, 393, 1100, 428]
table-header-row — [482, 373, 628, 382]
column-2-body — [168, 35, 314, 1095]
paragraph: DEPARTURES. Feb. 6—Wallabi, s.s., for Nelson. — [11, 118, 157, 137]
death-body — [11, 1007, 157, 1033]
nameplate-subtitle: AND CHARLESTON ARGUS. — [31, 1124, 137, 1132]
paragraph: MELBOURNE, Jan. 28. Since last advices flour is not so firm, and sales are effected with difficulty beyond £14. Wheat, 6s 6d. Oats unaltered. Sugars have remained very firm to this date, but four arrivals yesterday from Mauritius have considerably weakened the market. — [953, 284, 1100, 336]
table-row — [482, 382, 628, 391]
inquest-heading: INQUEST. — [690, 405, 734, 415]
charleston-heading: CHARLESTON. — [522, 758, 588, 768]
column-4 — [477, 35, 634, 1387]
paragraph: There has been a mysterious talk among a few young members and new candidates, and that they are young and new is the only excuse for their profound simplicity. That talk has been to the effect that a new party could be evolved from some curious "cave" of the ocean of political existence, a party with neither Stafford nor Fox at its head, but in whom the country would have confidence. Mr Stafford has become deservedly unpopular. His conduct as a Minister in connection with the Public Debts Act will never be condoned or forgotten, nor will his action in the wretched affair of the lease of the Governor's residence, when the house stood aghast at his audacity. It will not do to bring him to the front, and so the story is that Sir David Monro is intended to be the next Premier (if he gets a seat), with Mr Richmond in the — [796, 877, 942, 1033]
